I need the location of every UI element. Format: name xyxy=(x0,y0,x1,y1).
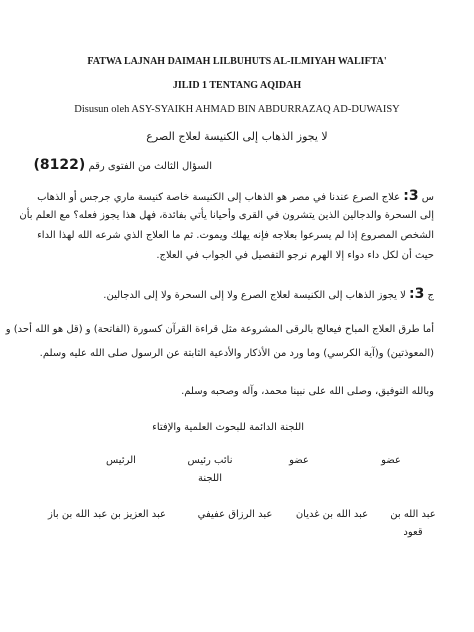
signatory-name-1: عبد الله بن قعود xyxy=(390,509,436,538)
remedy-line-1: أما طرق العلاج المباح فيعالج بالرقى المشروعة مثل قراءة القرآن كسورة (الفاتحة) و (قل هو الله أحد) و xyxy=(5,324,434,335)
fatwa-heading: لا يجوز الذهاب إلى الكنيسة لعلاج الصرع xyxy=(146,130,328,143)
question-line-2: إلى السحرة والدجالين الذين يتشرون في القرى وأحيانا يأتي بفائدة، فهل هذا يجوز فعله؟ مع العلم بأن xyxy=(19,210,434,221)
volume-title: JILID 1 TENTANG AQIDAH xyxy=(172,80,302,91)
question-line-3: الشخص المصروع إذا لم يسرعوا بعلاجه فإنه يهلك ويموت. ثم ما العلاج الذي شرعه الله لهذا الداء xyxy=(37,230,434,241)
answer-marker: 3: xyxy=(408,286,425,302)
question-number-line xyxy=(33,155,212,177)
document-title: FATWA LAJNAH DAIMAH LILBUHUTS AL-ILMIYAH WALIFTA' xyxy=(87,56,387,67)
question-line-1 xyxy=(37,186,434,208)
question-label: س xyxy=(421,192,434,203)
question-line-4: حيث أن لكل داء دواء إلا الهرم نرجو التفصيل في الجواب في العلاج. xyxy=(156,250,434,261)
question-number-prefix: السؤال الثالث من الفتوى رقم xyxy=(88,161,212,172)
answer-label: ج xyxy=(427,290,434,301)
answer-text: لا يجوز الذهاب إلى الكنيسة لعلاج الصرع ولا إلى السحرة ولا إلى الدجالين. xyxy=(103,290,406,301)
remedy-line-2: (المعوذتين) و(آية الكرسي) وما ورد من الأذكار والأدعية الثابتة عن الرسول صلى الله عليه وسلم. xyxy=(39,348,434,359)
committee-name: اللجنة الدائمة للبحوث العلمية والإفتاء xyxy=(152,422,304,433)
signatory-title-4: الرئيس xyxy=(106,455,136,466)
question-number: (8122) xyxy=(33,157,86,173)
signatory-title-1: عضو xyxy=(381,455,401,466)
answer-line xyxy=(103,284,434,306)
signatory-title-2: عضو xyxy=(289,455,309,466)
question-text-1: علاج الصرع عندنا في مصر هو الذهاب إلى الكنيسة خاصة كنيسة ماري جرجس أو الذهاب xyxy=(37,192,401,203)
signatory-title-3: نائب رئيس اللجنة xyxy=(187,455,233,484)
closing-line: وبالله التوفيق، وصلى الله على نبينا محمد، وآله وصحبه وسلم. xyxy=(181,386,434,397)
signatory-name-4: عبد العزيز بن عبد الله بن باز xyxy=(48,509,166,520)
author-line: Disusun oleh ASY-SYAIKH AHMAD BIN ABDURRAZAQ AD-DUWAISY xyxy=(74,104,400,115)
question-marker: 3: xyxy=(403,188,419,204)
signatory-name-2: عبد الله بن غديان xyxy=(295,509,369,520)
signatory-name-3: عبد الرزاق عفيفي xyxy=(197,509,273,520)
